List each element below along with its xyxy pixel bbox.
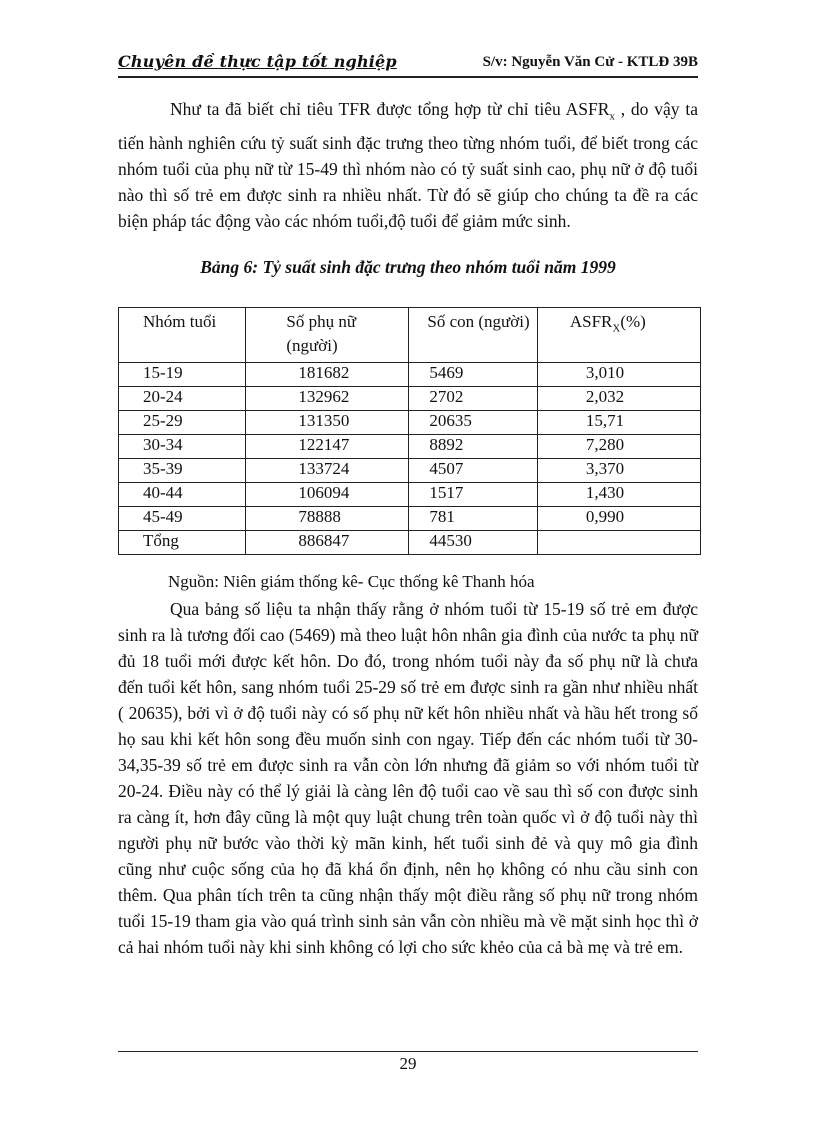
header-women: Số phụ nữ (người) (246, 308, 409, 363)
cell-women: 133724 (246, 459, 409, 483)
intro-subscript: x (609, 110, 615, 123)
cell-age: 45-49 (119, 507, 246, 531)
header-children: Số con (người) (409, 308, 537, 363)
cell-women: 78888 (246, 507, 409, 531)
cell-children: 2702 (409, 387, 537, 411)
cell-asfr: 3,370 (537, 459, 700, 483)
cell-women: 106094 (246, 483, 409, 507)
header-asfr-unit: (%) (620, 312, 646, 331)
intro-text-start: Như ta đã biết chỉ tiêu TFR được tổng hợp từ chỉ tiêu ASFR (170, 99, 610, 119)
table-caption: Bảng 6: Tỷ suất sinh đặc trưng theo nhóm tuổi năm 1999 (200, 257, 616, 277)
table-row (119, 387, 701, 411)
cell-women: 122147 (246, 435, 409, 459)
table-row (119, 507, 701, 531)
cell-age: 35-39 (119, 459, 246, 483)
cell-asfr: 7,280 (537, 435, 700, 459)
cell-women: 132962 (246, 387, 409, 411)
table-row (119, 483, 701, 507)
cell-children: 1517 (409, 483, 537, 507)
cell-women: 886847 (246, 531, 409, 555)
cell-asfr: 15,71 (537, 411, 700, 435)
cell-asfr: 3,010 (537, 363, 700, 387)
cell-asfr: 1,430 (537, 483, 700, 507)
cell-women: 131350 (246, 411, 409, 435)
cell-age: 15-19 (119, 363, 246, 387)
table-row (119, 459, 701, 483)
cell-asfr: 0,990 (537, 507, 700, 531)
header-asfr (537, 308, 700, 363)
analysis-paragraph (118, 596, 698, 960)
cell-children: 5469 (409, 363, 537, 387)
cell-women: 181682 (246, 363, 409, 387)
table-total-row (119, 531, 701, 555)
table-source: Nguồn: Niên giám thống kê- Cục thống kê Thanh hóa (168, 572, 535, 591)
analysis-text: Qua bảng số liệu ta nhận thấy rằng ở nhóm tuổi từ 15-19 số trẻ em được sinh ra là tương đối cao (5469) mà theo luật hôn nhân gia đình của nước ta phụ nữ đủ 18 tuổi mới được kết hôn. Do đó, trong nhóm tuổi này đa số phụ nữ là chưa đến tuổi kết hôn, sang nhóm tuổi 25-29 số trẻ em được sinh ra gần như nhiều nhất ( 20635), bởi vì ở độ tuổi này có số phụ nữ kết hôn nhiều nhất và hầu hết trong số họ sau khi kết hôn song đều muốn sinh con ngay. Tiếp đến các nhóm tuổi từ 30-34,35-39 số trẻ em được sinh ra vẫn còn lớn nhưng đã giảm so với nhóm tuổi từ 20-24. Điều này có thể lý giải là càng lên độ tuổi cao về sau thì số con được sinh ra càng ít, hơn đây cũng là một quy luật chung trên toàn quốc vì ở độ tuổi này thì người phụ nữ bước vào thời kỳ mãn kinh, hết tuổi sinh đẻ và quy mô gia đình cũng như cuộc sống của họ đã khá ổn định, nên họ không có nhu cầu sinh con thêm. Qua phân tích trên ta cũng nhận thấy một điều rằng số phụ nữ trong nhóm tuổi 15-19 tham gia vào quá trình sinh sản vẫn còn nhiều mà về mặt sinh học thì ở cả hai nhóm tuổi này khi sinh không có lợi cho sức khẻo của cả bà mẹ và trẻ em. (118, 599, 698, 957)
cell-age: Tổng (119, 531, 246, 555)
cell-children: 20635 (409, 411, 537, 435)
cell-children: 44530 (409, 531, 537, 555)
table-header-row (119, 308, 701, 363)
page-header (118, 50, 698, 78)
intro-paragraph (118, 96, 698, 234)
fertility-table (118, 307, 701, 555)
header-asfr-label: ASFR (569, 312, 613, 331)
header-asfr-subscript: X (612, 322, 621, 335)
document-title: Chuyên đề thực tập tốt nghiệp (118, 52, 397, 71)
cell-age: 30-34 (119, 435, 246, 459)
cell-children: 4507 (409, 459, 537, 483)
cell-children: 781 (409, 507, 537, 531)
footer-divider (118, 1051, 698, 1052)
cell-asfr (537, 531, 700, 555)
table-row (119, 435, 701, 459)
page-number: 29 (399, 1054, 417, 1073)
header-age-group: Nhóm tuổi (119, 308, 246, 363)
table-row (119, 363, 701, 387)
table-row (119, 411, 701, 435)
author-info: S/v: Nguyễn Văn Cử - KTLĐ 39B (482, 54, 698, 70)
cell-age: 25-29 (119, 411, 246, 435)
intro-text-end: , do vậy ta tiến hành nghiên cứu tỷ suất sinh đặc trưng theo từng nhóm tuổi, để biết trong các nhóm tuổi của phụ nữ từ 15-49 thì nhóm nào có tỷ suất sinh cao, phụ nữ ở độ tuổi nào thì số trẻ em được sinh ra nhiều nhất. Từ đó sẽ giúp cho chúng ta đề ra các biện pháp tác động vào các nhóm tuổi,độ tuổi để giảm mức sinh. (118, 99, 698, 231)
cell-age: 40-44 (119, 483, 246, 507)
cell-age: 20-24 (119, 387, 246, 411)
cell-asfr: 2,032 (537, 387, 700, 411)
cell-children: 8892 (409, 435, 537, 459)
